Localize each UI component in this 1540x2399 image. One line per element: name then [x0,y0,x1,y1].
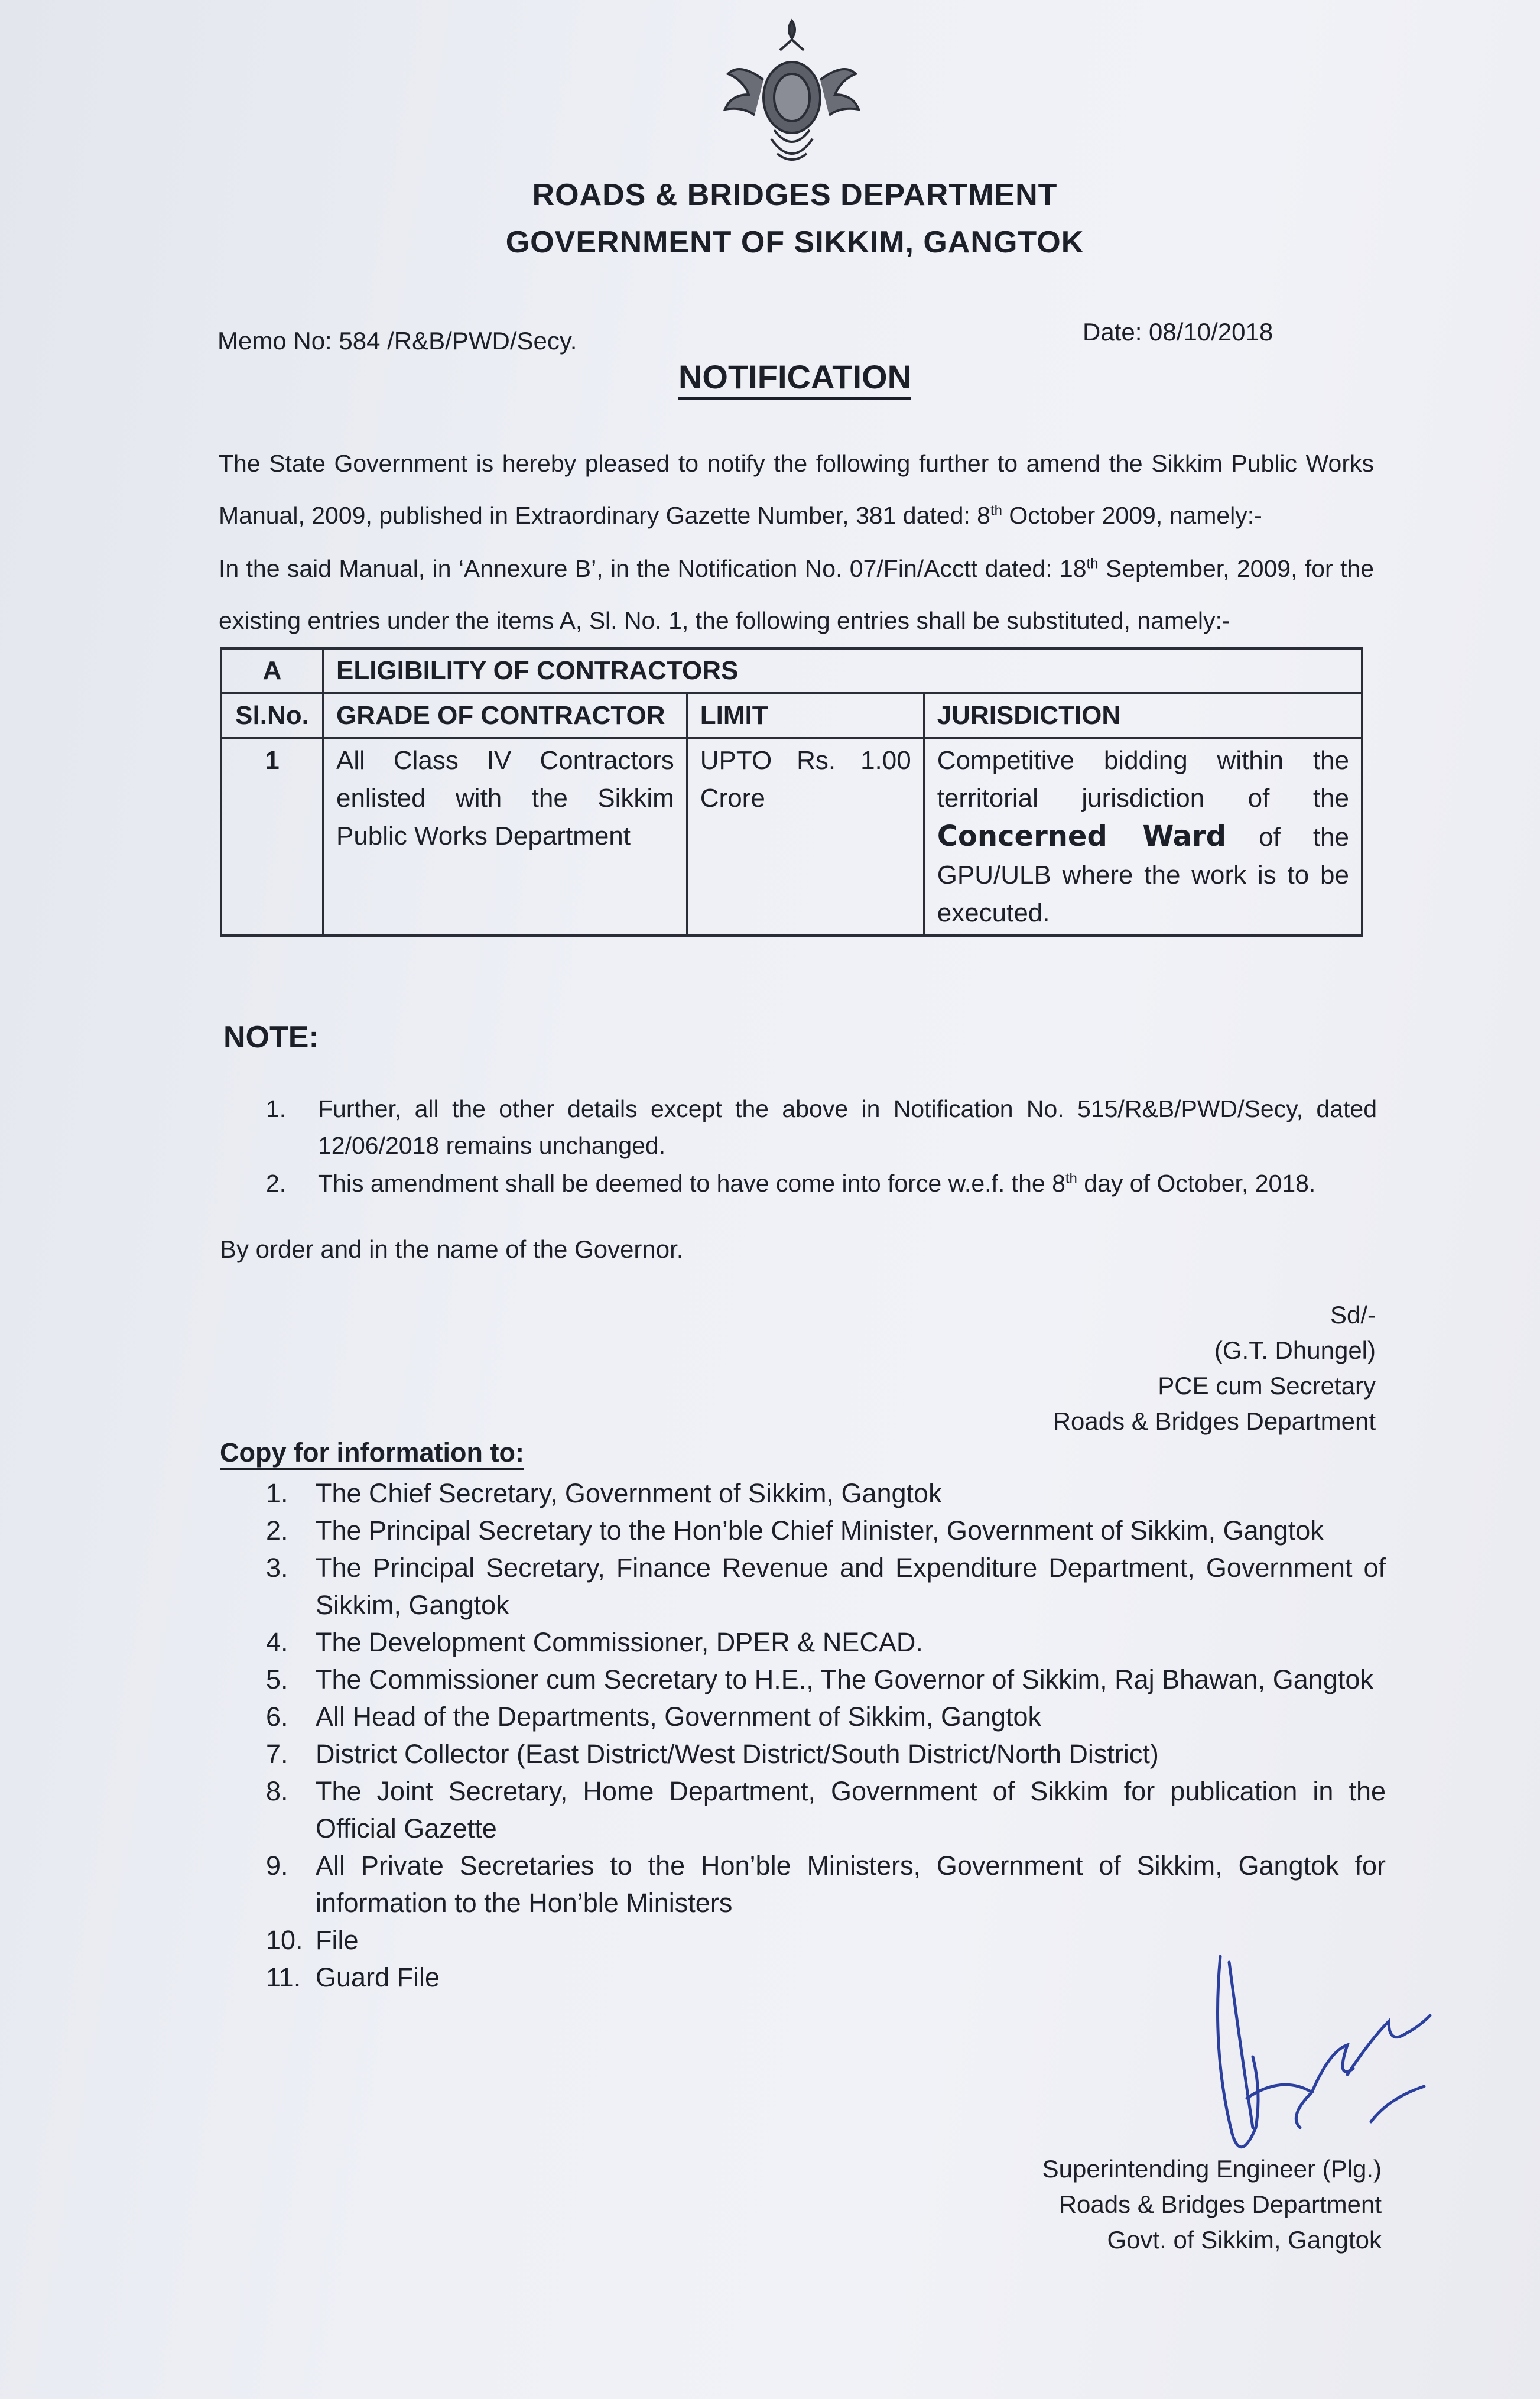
amendment-line: In the said Manual, in ‘Annexure B’, in the Notification No. 07/Fin/Acctt dated: 18th September, 2009, for the [219,555,1374,582]
signatory-name: (G.T. Dhungel) [1214,1336,1376,1364]
note-list [266,1090,1377,1203]
list-item: 8. The Joint Secretary, Home Department, Government of Sikkim for publication in the Official Gazette [266,1776,1386,1843]
copy-heading: Copy for information to: [220,1437,524,1468]
superintending-engineer-block [850,2151,1382,2258]
notification-title-text: NOTIFICATION [678,358,911,400]
government-heading: GOVERNMENT OF SIKKIM, GANGTOK [505,225,1084,259]
section-cell: A [221,648,323,693]
signatory2-designation: Superintending Engineer (Plg.) [1042,2155,1382,2183]
signatory2-department: Roads & Bridges Department [1058,2190,1382,2218]
table-row [221,648,1362,693]
list-item: 1. The Chief Secretary, Government of Sikkim, Gangtok [266,1478,942,1508]
memo-number: Memo No: 584 /R&B/PWD/Secy. [217,327,577,355]
column-header: Sl.No. [221,693,323,738]
signatory-department: Roads & Bridges Department [1052,1407,1376,1435]
order-line: By order and in the name of the Governor. [220,1235,684,1263]
list-item: 9. All Private Secretaries to the Hon’ble Ministers, Government of Sikkim, Gangtok for information to the Hon’ble Ministers [266,1851,1386,1918]
limit-cell: UPTO Rs. 1.00 Crore [687,738,924,936]
table-row [221,738,1362,936]
list-item: 1. Further, all the other details except the above in Notification No. 515/R&B/PWD/Secy, dated 12/06/2018 remains unchanged. [266,1095,1377,1159]
amendment-paragraph [219,543,1374,647]
serial-cell: 1 [221,738,323,936]
note-heading: NOTE: [223,1020,319,1054]
signatory2-office: Govt. of Sikkim, Gangtok [1107,2226,1382,2254]
column-header: LIMIT [687,693,924,738]
list-item: 2. The Principal Secretary to the Hon’ble Chief Minister, Government of Sikkim, Gangtok [266,1515,1324,1546]
concerned-ward-text: Concerned Ward [937,820,1227,853]
grade-cell: All Class IV Contractors enlisted with the Sikkim Public Works Department [323,738,687,936]
notification-date: Date: 08/10/2018 [1083,318,1273,346]
list-item: 11. Guard File [266,1962,440,1992]
intro-line: Manual, 2009, published in Extraordinary Gazette Number, 381 dated: 8th October 2009, namely:- [219,502,1262,529]
list-item: 5. The Commissioner cum Secretary to H.E., The Governor of Sikkim, Raj Bhawan, Gangtok [266,1664,1373,1694]
list-item: 2. This amendment shall be deemed to have come into force w.e.f. the 8th day of October, 2018. [266,1170,1316,1197]
column-header: JURISDICTION [924,693,1362,738]
list-item: 10. File [266,1925,359,1955]
section-title-cell: ELIGIBILITY OF CONTRACTORS [323,648,1362,693]
list-item: 7. District Collector (East District/West District/South District/North District) [266,1739,1159,1769]
eligibility-table [220,647,1363,937]
notification-title [0,358,1540,396]
intro-line: The State Government is hereby pleased to notify the following further to amend the Sikkim Public Works [219,450,1374,477]
amendment-line: existing entries under the items A, Sl. No. 1, the following entries shall be substituted, namely:- [219,607,1230,634]
sd-mark: Sd/- [1330,1301,1376,1329]
signatory-block [844,1297,1376,1439]
table-header-row [221,693,1362,738]
jurisdiction-cell: Competitive bidding within the territorial jurisdiction of the Concerned Ward of the GPU/ULB where the work is to be executed. [924,738,1362,936]
sikkim-state-emblem-icon [718,15,866,171]
department-heading: ROADS & BRIDGES DEPARTMENT [532,178,1058,212]
list-item: 6. All Head of the Departments, Government of Sikkim, Gangtok [266,1702,1042,1732]
list-item: 4. The Development Commissioner, DPER & NECAD. [266,1627,923,1657]
copy-list [266,1475,1386,1996]
signatory-designation: PCE cum Secretary [1158,1372,1376,1400]
column-header: GRADE OF CONTRACTOR [323,693,687,738]
list-item: 3. The Principal Secretary, Finance Revenue and Expenditure Department, Government of Sikkim, Gangtok [266,1553,1386,1620]
intro-paragraph [219,437,1374,541]
